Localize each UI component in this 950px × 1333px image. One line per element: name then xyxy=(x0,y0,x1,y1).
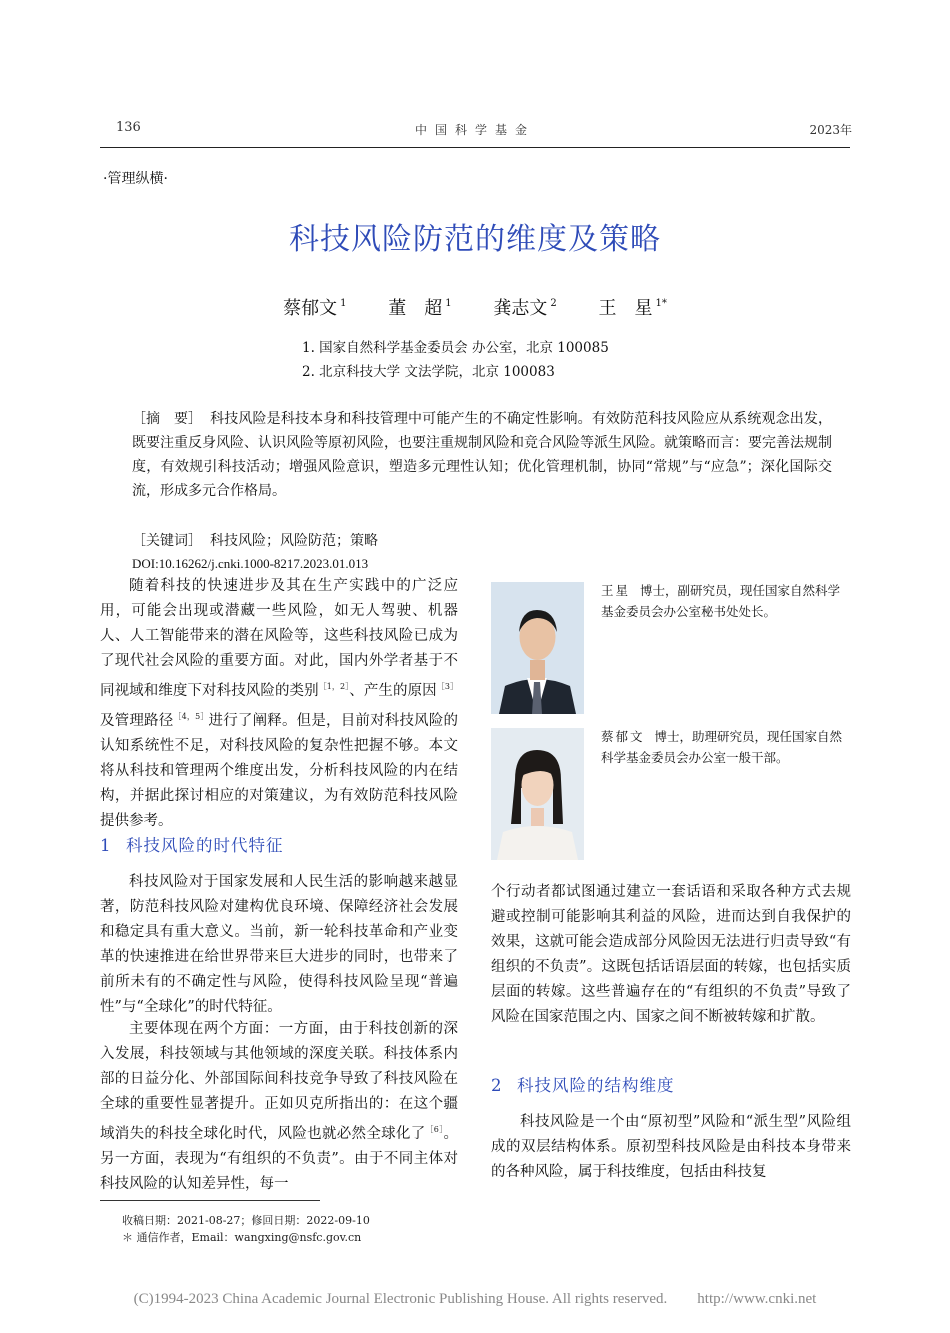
doi: DOI:10.16262/j.cnki.1000-8217.2023.01.013 xyxy=(132,556,369,571)
abstract-text: 科技风险是科技本身和科技管理中可能产生的不确定性影响。有效防范科技风险应从系统观念出发，既要注重反身风险、认识风险等原初风险，也要注重规制风险和竞合风险等派生风险。就策略而言：要完善法规制度，有效规引科技活动；增强风险意识，塑造多元理性认知；优化管理机制，协同“常规”与“应急”；深化国际交流，形成多元合作格局。 xyxy=(132,411,832,499)
author-list xyxy=(0,294,950,320)
copyright-notice: (C)1994-2023 China Academic Journal Electronic Publishing House. All rights reserved. http://www.cnki.net xyxy=(133,1291,817,1307)
portrait-illustration xyxy=(491,728,584,860)
author: 王 星 $^{1*}$ xyxy=(598,298,667,319)
author: 蔡郁文 $^1$ xyxy=(283,298,347,319)
footnote-dates: 收稿日期：2021-08-27；修回日期：2022-09-10 xyxy=(122,1214,370,1227)
citation: ［3］ xyxy=(436,682,458,691)
footnote-email: ＊ 通信作者，Email：wangxing@nsfc.gov.cn xyxy=(122,1231,362,1244)
author-photo-wang-xing xyxy=(491,582,584,714)
author: 董 超 $^1$ xyxy=(388,298,452,319)
citation: ［1，2］ xyxy=(318,682,350,691)
header-rule xyxy=(100,147,850,148)
abstract-label: ［摘 要］ xyxy=(132,411,202,427)
abstract xyxy=(132,407,832,503)
citation: ［4，5］ xyxy=(173,712,209,721)
section-heading-1: 1 科技风险的时代特征 xyxy=(100,836,284,855)
portrait-illustration xyxy=(491,582,584,714)
keywords-label: ［关键词］ xyxy=(132,533,202,549)
author-bio: 王星 博士，副研究员，现任国家自然科学基金委员会办公室秘书处处长。 xyxy=(601,583,841,619)
journal-year: 2023年 xyxy=(809,123,852,137)
article-title: 科技风险防范的维度及策略 xyxy=(289,222,661,257)
body-paragraph: 个行动者都试图通过建立一套话语和采取各种方式去规避或控制可能影响其利益的风险，进而达到自我保护的效果，这就可能会造成部分风险因无法进行归责导致“有组织的不负责”。这既包括话语层面的转嫁，也包括实质层面的转嫁。这些普遍存在的“有组织的不负责”导致了风险在国家范围之内、国家之间不断被转嫁和扩散。 xyxy=(491,884,851,1025)
citation: ［6］ xyxy=(425,1125,444,1134)
body-paragraph: 主要体现在两个方面：一方面，由于科技创新的深入发展，科技领域与其他领域的深度关联。科技体系内部的日益分化、外部国际间科技竞争导致了科技风险在全球的重要性显著提升。正如贝克所指出的：在这个疆域消失的科技全球化时代，风险也就必然全球化了$^{[6]}$。另一方面，表现为“有组织的不负责”。由于不同主体对科技风险的认知差异性，每一 xyxy=(100,1021,458,1192)
keywords-text: 科技风险；风险防范；策略 xyxy=(210,533,378,549)
author-bio: 蔡郁文 博士，助理研究员，现任国家自然科学基金委员会办公室一般干部。 xyxy=(601,729,843,765)
affiliation: 1. 国家自然科学基金委员会 办公室，北京 100085 xyxy=(302,340,609,356)
body-paragraph: 科技风险对于国家发展和人民生活的影响越来越显著，防范科技风险对建构优良环境、保障经济社会发展和稳定具有重大意义。当前，新一轮科技革命和产业变革的快速推进在给世界带来巨大进步的同时，也带来了前所未有的不确定性与风险，使得科技风险呈现“普遍性”与“全球化”的时代特征。 xyxy=(100,874,458,1015)
intro-paragraph: 随着科技的快速进步及其在生产实践中的广泛应用，可能会出现或潜藏一些风险，如无人驾驶、机器人、人工智能带来的潜在风险等，这些科技风险已成为了现代社会风险的重要方面。对此，国内外学者基于不同视域和维度下对科技风险的类别$^{[1,2]}$、产生的原因$^{[3]}$及管理路径$^{[4,5]}$进行了阐释。但是，目前对科技风险的认知系统性不足，对科技风险的复杂性把握不够。本文将从科技和管理两个维度出发，分析科技风险的内在结构，并据此探讨相应的对策建议，为有效防范科技风险提供参考。 xyxy=(100,578,459,829)
footnote-rule xyxy=(100,1200,320,1201)
author-photo-cai-yuwen xyxy=(491,728,584,860)
affiliation: 2. 北京科技大学 文法学院，北京 100083 xyxy=(302,364,555,380)
author: 龚志文 $^2$ xyxy=(493,298,557,319)
page-number: 136 xyxy=(116,120,141,135)
body-paragraph: 科技风险是一个由“原初型”风险和“派生型”风险组成的双层结构体系。原初型科技风险是由科技本身带来的各种风险，属于科技维度，包括由科技复 xyxy=(491,1114,851,1180)
keywords xyxy=(132,530,378,550)
section-heading-2: 2 科技风险的结构维度 xyxy=(491,1076,675,1095)
journal-name: 中国科学基金 xyxy=(414,123,535,137)
section-tag: ·管理纵横· xyxy=(103,171,168,187)
